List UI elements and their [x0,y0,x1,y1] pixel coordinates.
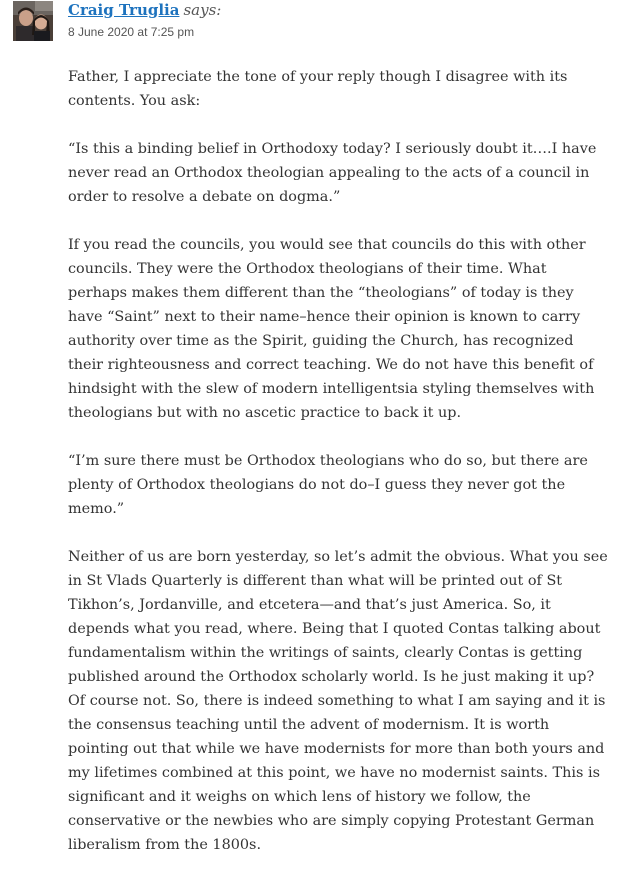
comment-meta [68,0,221,40]
comment-paragraph: Neither of us are born yesterday, so let’s admit the obvious. What you see in St Vlads Quarterly is different than what will be printed out of St Tikhon’s, Jordanville, and etcetera—and that’s just America. So, it depends what you read, where. Being that I quoted Contas talking about fundamentalism within the writings of saints, clearly Contas is getting published around the Orthodox scholarly world. Is he just making it up? Of course not. So, there is indeed something to what I am saying and it is the consensus teaching until the advent of modernism. It is worth pointing out that while we have modernists for more than both yours and my lifetimes combined at this point, we have no modernist saints. This is significant and it weighs on which lens of history we follow, the conservative or the newbies who are simply copying Protestant German liberalism from the 1800s. [68,549,608,853]
author-line [68,0,221,20]
comment-paragraph: “I’m sure there must be Orthodox theologians who do so, but there are plenty of Orthodox theologians do not do–I guess they never got the memo.” [68,453,588,517]
comment-paragraph: “Is this a binding belief in Orthodoxy today? I seriously doubt it….I have never read an Orthodox theologian appealing to the acts of a council in order to resolve a debate on dogma.” [68,141,597,205]
author-link[interactable]: Craig Truglia [68,1,180,19]
avatar[interactable] [13,1,53,41]
comment-paragraph: If you read the councils, you would see that councils do this with other councils. They were the Orthodox theologians of their time. What perhaps makes them different than the “theologians” of today is they have “Saint” next to their name–hence their opinion is known to carry authority over time as the Spirit, guiding the Church, has recognized their righteousness and correct teaching. We do not have this benefit of hindsight with the slew of modern intelligentsia styling themselves with theologians but with no ascetic practice to back it up. [68,237,595,421]
comment-paragraph: Father, I appreciate the tone of your reply though I disagree with its contents. You ask: [68,69,568,109]
comment-date-link[interactable]: 8 June 2020 at 7:25 pm [68,25,195,39]
comment-body [68,65,608,881]
user-photo-avatar-icon [13,1,53,41]
says-label: says: [183,1,222,19]
